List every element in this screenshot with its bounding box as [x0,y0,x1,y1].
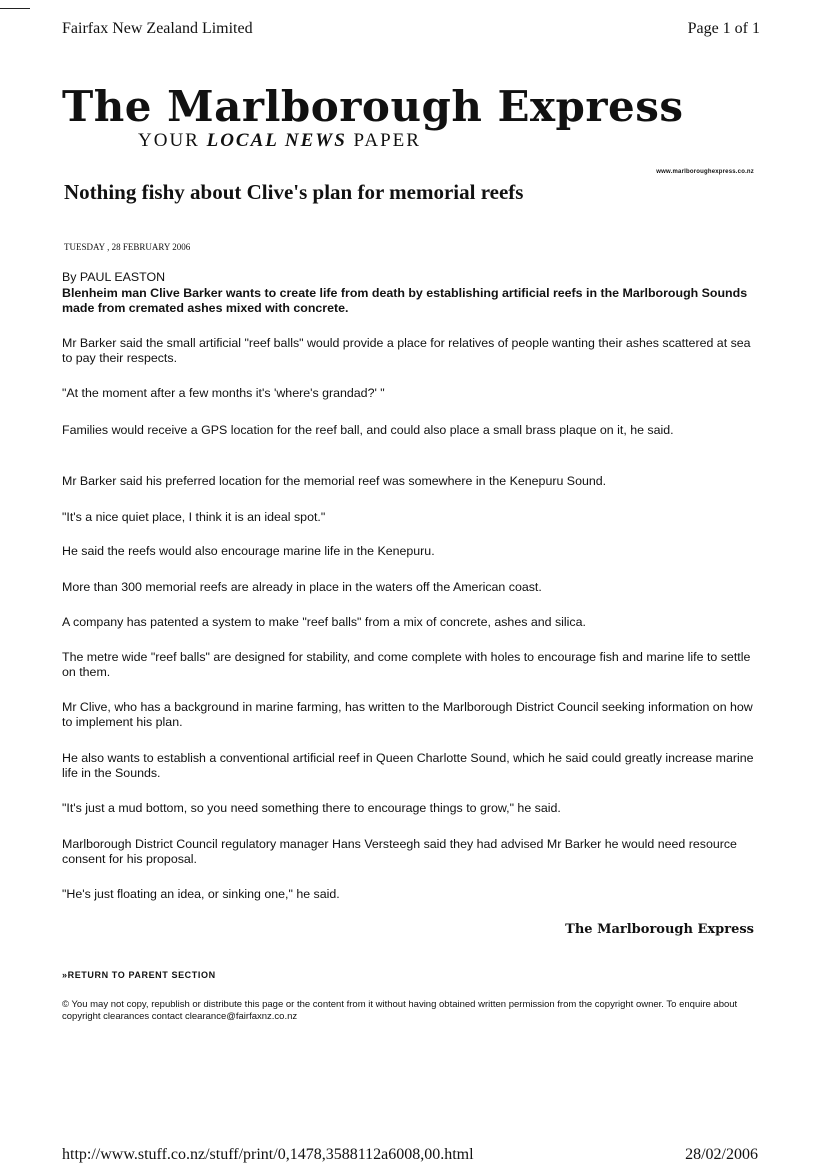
tagline-part-3: PAPER [346,130,421,151]
article-paragraph: Mr Clive, who has a background in marine farming, has written to the Marlborough District Council seeking information on how to implement his plan. [62,700,753,729]
article-paragraph: "At the moment after a few months it's 'where's grandad?' " [62,386,385,400]
tagline-part-2: LOCAL NEWS [206,130,347,151]
return-to-parent-link[interactable]: »RETURN TO PARENT SECTION [62,970,216,980]
tagline-part-1: YOUR [138,130,207,151]
article-byline: By PAUL EASTON [62,270,166,284]
article-headline: Nothing fishy about Clive's plan for memorial reefs [64,180,524,204]
article-paragraph: Mr Barker said the small artificial "reef balls" would provide a place for relatives of people wanting their ashes scattered at sea to pay their respects. [62,336,751,365]
copyright-notice: © You may not copy, republish or distribute this page or the content from it without having obtained written permission from the copyright owner. To enquire about copyright clearances contact clearance@fairfaxnz.co.nz [62,999,738,1022]
masthead-tagline [138,130,421,152]
article-paragraph: Families would receive a GPS location for the reef ball, and could also place a small brass plaque on it, he said. [62,423,674,437]
article-paragraph: "It's a nice quiet place, I think it is an ideal spot." [62,510,326,524]
article-paragraph: A company has patented a system to make "reef balls" from a mix of concrete, ashes and silica. [62,615,586,629]
article-paragraph: "He's just floating an idea, or sinking one," he said. [62,887,340,901]
masthead-logo: The Marlborough Express [62,82,684,131]
article-paragraph: The metre wide "reef balls" are designed for stability, and come complete with holes to encourage fish and marine life to settle on them. [62,650,751,679]
article-paragraph: "It's just a mud bottom, so you need something there to encourage things to grow," he said. [62,801,561,815]
masthead-site-url: www.marlboroughexpress.co.nz [656,169,754,175]
article-paragraph: More than 300 memorial reefs are already in place in the waters off the American coast. [62,580,542,594]
article-paragraph: He said the reefs would also encourage marine life in the Kenepuru. [62,544,435,558]
print-footer-date: 28/02/2006 [685,1146,758,1163]
article-dateline: TUESDAY , 28 FEBRUARY 2006 [64,242,191,252]
article-paragraph: Marlborough District Council regulatory manager Hans Versteegh said they had advised Mr Barker he would need resource consent for his proposal. [62,837,737,866]
footer-logo: The Marlborough Express [565,922,754,937]
corner-mark [0,8,30,9]
print-footer-url: http://www.stuff.co.nz/stuff/print/0,1478,3588112a6008,00.html [62,1146,474,1163]
print-header-page: Page 1 of 1 [687,20,760,37]
print-header-source: Fairfax New Zealand Limited [62,20,253,37]
article-paragraph: He also wants to establish a conventional artificial reef in Queen Charlotte Sound, which he said could greatly increase marine life in the Sounds. [62,751,754,780]
article-lead: Blenheim man Clive Barker wants to create life from death by establishing artificial reefs in the Marlborough Sounds made from cremated ashes mixed with concrete. [62,286,748,315]
article-paragraph: Mr Barker said his preferred location for the memorial reef was somewhere in the Kenepuru Sound. [62,474,607,488]
